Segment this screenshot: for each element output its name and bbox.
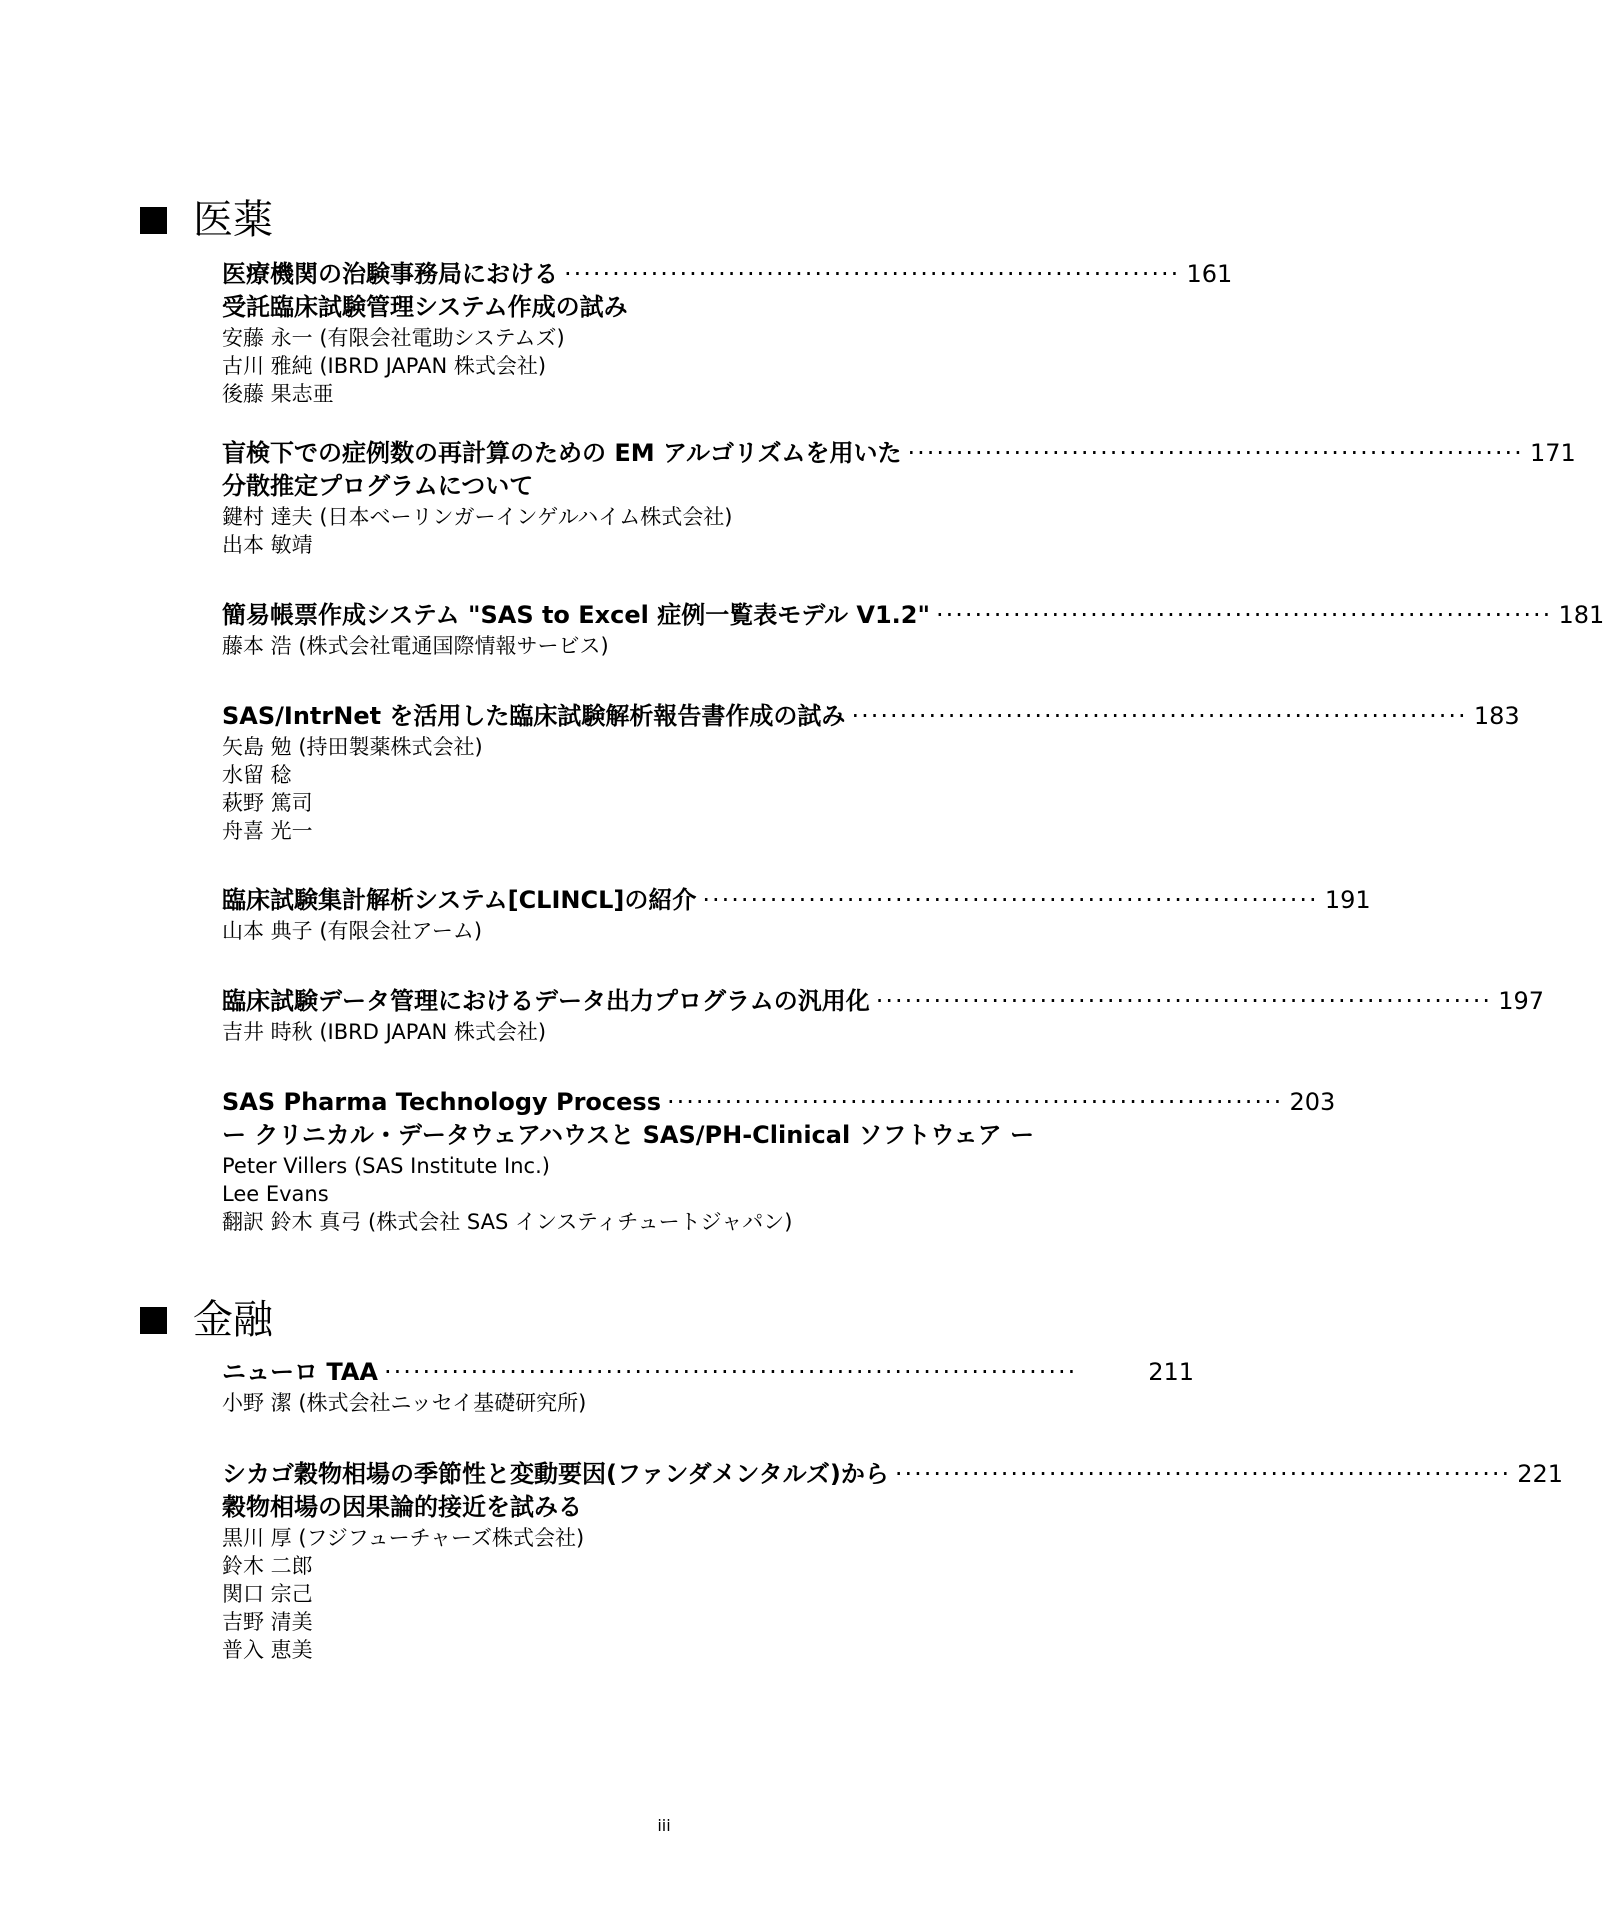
entry-subtitle: ー クリニカル・データウェアハウスと SAS/PH-Clinical ソフトウェア ー xyxy=(222,1121,1034,1149)
author: 後藤 果志亜 xyxy=(222,382,334,406)
author: 萩野 篤司 xyxy=(222,791,313,815)
toc-entry xyxy=(222,258,1233,408)
toc-entry xyxy=(222,1356,1194,1417)
page-number: 171 xyxy=(1529,439,1576,467)
toc-entry xyxy=(222,1458,1564,1664)
entry-subtitle: 穀物相場の因果論的接近を試みる xyxy=(222,1493,582,1521)
dot-leader: ································································ xyxy=(907,439,1524,467)
toc-entry xyxy=(222,700,1520,845)
page-number: 161 xyxy=(1186,260,1233,288)
entry-title: 臨床試験集計解析システム[CLINCL]の紹介 xyxy=(222,886,697,914)
author: 翻訳 鈴木 真弓 (株式会社 SAS インスティチュートジャパン) xyxy=(222,1210,793,1234)
page-number: 197 xyxy=(1498,987,1545,1015)
dot-leader: ································································ xyxy=(936,601,1553,629)
page-number: 191 xyxy=(1324,886,1371,914)
author: Lee Evans xyxy=(222,1182,329,1206)
toc-entry xyxy=(222,437,1576,559)
entry-title: ニューロ TAA xyxy=(222,1358,379,1386)
author: 藤本 浩 (株式会社電通国際情報サービス) xyxy=(222,634,609,658)
author: 普入 恵美 xyxy=(222,1638,313,1662)
entry-title: SAS Pharma Technology Process xyxy=(222,1088,661,1116)
author: 古川 雅純 (IBRD JAPAN 株式会社) xyxy=(222,354,547,378)
author: Peter Villers (SAS Institute Inc.) xyxy=(222,1154,550,1178)
author: 小野 潔 (株式会社ニッセイ基礎研究所) xyxy=(222,1391,587,1415)
entry-title: 簡易帳票作成システム "SAS to Excel 症例一覧表モデル V1.2" xyxy=(222,601,930,629)
author: 舟喜 光一 xyxy=(222,819,313,843)
entry-title: 盲検下での症例数の再計算のための EM アルゴリズムを用いた xyxy=(222,439,902,467)
dot-leader: ································································ xyxy=(564,260,1181,288)
toc-entry xyxy=(222,884,1371,945)
author: 鈴木 二郎 xyxy=(222,1554,313,1578)
entry-title: 臨床試験データ管理におけるデータ出力プログラムの汎用化 xyxy=(222,987,870,1015)
author: 関口 宗己 xyxy=(222,1582,313,1606)
section-title: 医薬 xyxy=(193,197,273,243)
entry-subtitle: 分散推定プログラムについて xyxy=(222,472,534,500)
dot-leader: ································································ xyxy=(851,702,1468,730)
entry-title: 医療機関の治験事務局における xyxy=(222,260,558,288)
page-number: 211 xyxy=(1148,1358,1194,1386)
dot-leader: ········································································ xyxy=(384,1358,1078,1386)
section-title: 金融 xyxy=(193,1297,273,1343)
page-number: 203 xyxy=(1289,1088,1336,1116)
entry-subtitle: 受託臨床試験管理システム作成の試み xyxy=(222,293,628,321)
author: 吉井 時秋 (IBRD JAPAN 株式会社) xyxy=(222,1020,547,1044)
author: 山本 典子 (有限会社アーム) xyxy=(222,919,483,943)
author: 安藤 永一 (有限会社電助システムズ) xyxy=(222,326,565,350)
section-header-pharma xyxy=(140,197,273,243)
dot-leader: ································································ xyxy=(667,1088,1284,1116)
dot-leader: ································································ xyxy=(875,987,1493,1015)
toc-entry xyxy=(222,599,1604,660)
square-bullet-icon xyxy=(140,207,167,234)
author: 吉野 清美 xyxy=(222,1610,313,1634)
author: 黒川 厚 (フジフューチャーズ株式会社) xyxy=(222,1526,585,1550)
author: 鍵村 達夫 (日本ベーリンガーインゲルハイム株式会社) xyxy=(222,505,733,529)
author: 水留 稔 xyxy=(222,763,292,787)
page-number: 221 xyxy=(1517,1460,1564,1488)
toc-entry xyxy=(222,1086,1336,1236)
page-number: 183 xyxy=(1473,702,1520,730)
entry-title: シカゴ穀物相場の季節性と変動要因(ファンダメンタルズ)から xyxy=(222,1460,889,1488)
toc-entry xyxy=(222,985,1545,1046)
square-bullet-icon xyxy=(140,1307,167,1334)
dot-leader: ································································ xyxy=(702,886,1319,914)
page-number: 181 xyxy=(1558,601,1604,629)
page-footer-number: iii xyxy=(657,1816,671,1835)
dot-leader: ································································ xyxy=(894,1460,1512,1488)
author: 出本 敏靖 xyxy=(222,533,313,557)
author: 矢島 勉 (持田製薬株式会社) xyxy=(222,735,483,759)
entry-title: SAS/IntrNet を活用した臨床試験解析報告書作成の試み xyxy=(222,702,846,730)
section-header-finance xyxy=(140,1297,273,1343)
